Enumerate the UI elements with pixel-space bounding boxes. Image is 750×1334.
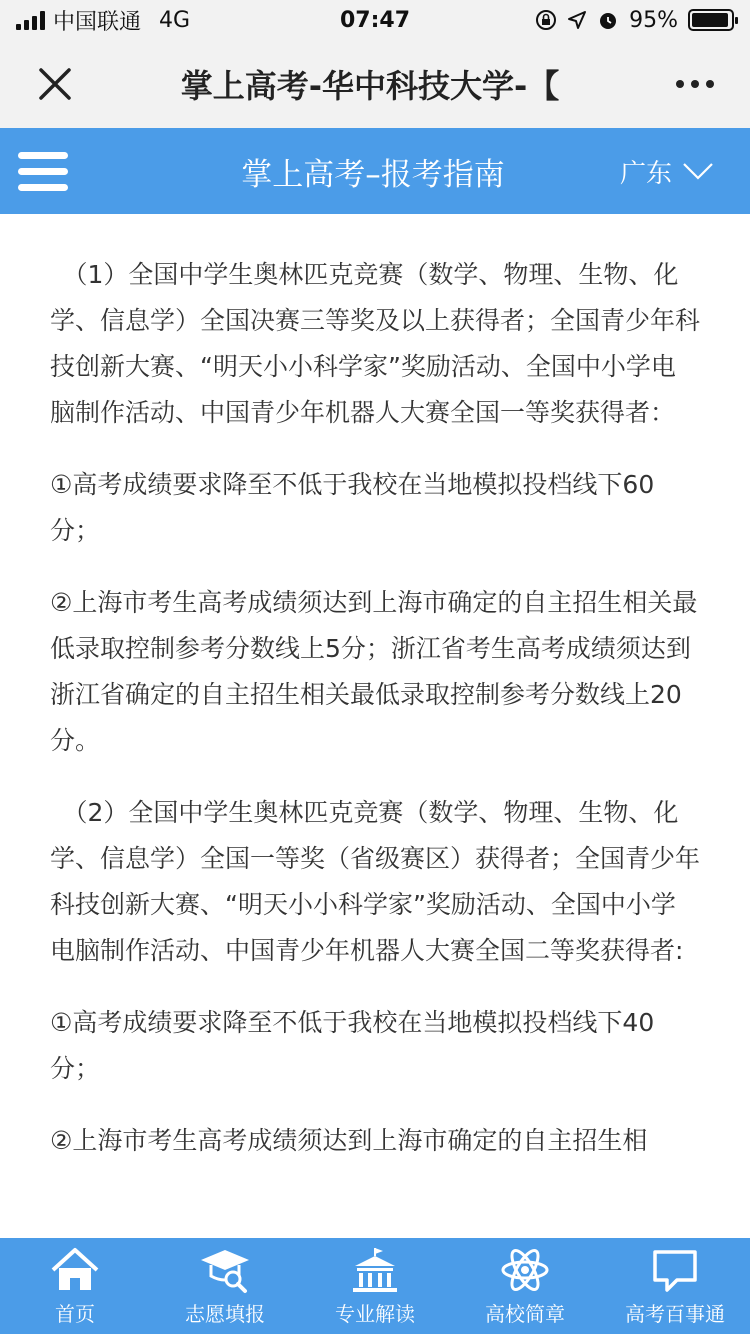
alarm-icon [597,9,619,31]
hamburger-line [18,152,68,159]
paragraph-award-tier-2: （2）全国中学生奥林匹克竞赛（数学、物理、生物、化学、信息学）全国一等奖（省级赛区）获得者；全国青少年科技创新大赛、“明天小小科学家”奖励活动、全国中小学电脑制作活动、中国青少年机器人大赛全国二等奖获得者: [50,798,701,965]
tab-label: 专业解读 [335,1301,415,1326]
paragraph-requirement-2a: ①高考成绩要求降至不低于我校在当地模拟投档线下40分； [50,1008,655,1083]
hamburger-line [18,184,68,191]
home-icon [49,1246,101,1294]
paragraph-requirement-1b: ②上海市考生高考成绩须达到上海市确定的自主招生相关最低录取控制参考分数线上5分；浙江省考生高考成绩须达到浙江省确定的自主招生相关最低录取控制参考分数线上20分。 [50,588,698,755]
battery-fill [692,13,728,27]
more-dot-icon [691,80,699,88]
battery-percent: 95% [629,7,678,33]
more-dot-icon [676,80,684,88]
title-bar [0,40,750,128]
tab-college-brochure[interactable] [450,1238,600,1334]
tab-label: 志愿填报 [185,1301,265,1326]
signal-icon [16,10,45,30]
close-icon [38,67,72,101]
article-content[interactable] [0,214,750,1238]
more-options-button[interactable] [640,40,750,128]
region-selector[interactable] [620,153,750,190]
menu-button[interactable] [0,128,86,214]
tab-volunteer-fill[interactable] [150,1238,300,1334]
header-title: 掌上高考–报考指南 [241,156,505,193]
atom-icon [499,1246,551,1294]
rotation-lock-icon [535,9,557,31]
building-icon [349,1246,401,1294]
hamburger-line [18,168,68,175]
location-icon [567,10,587,30]
app-header [0,128,750,214]
page-title: 掌上高考-华中科技大学-【 [180,67,560,105]
graduation-search-icon [199,1246,251,1294]
tab-home[interactable] [0,1238,150,1334]
more-dot-icon [706,80,714,88]
paragraph-award-tier-1: （1）全国中学生奥林匹克竞赛（数学、物理、生物、化学、信息学）全国决赛三等奖及以上获得者；全国青少年科技创新大赛、“明天小小科学家”奖励活动、全国中小学电脑制作活动、中国青少年机器人大赛全国一等奖获得者： [50,260,701,427]
carrier-name: 中国联通 [53,9,142,35]
battery-icon [688,9,734,31]
network-type: 4G [159,7,191,33]
status-right [535,8,734,33]
tab-label: 高校简章 [485,1301,565,1326]
status-time: 07:47 [339,7,411,33]
tab-major-interpretation[interactable] [300,1238,450,1334]
tab-label: 高考百事通 [625,1301,725,1326]
bottom-tab-bar [0,1238,750,1334]
tab-exam-helper[interactable] [600,1238,750,1334]
close-button[interactable] [0,40,110,128]
tab-label: 首页 [55,1301,95,1326]
chat-bubble-icon [649,1246,701,1294]
status-left [16,5,190,36]
chevron-down-icon [682,161,714,181]
paragraph-requirement-1a: ①高考成绩要求降至不低于我校在当地模拟投档线下60分； [50,470,655,545]
status-bar [0,0,750,40]
paragraph-requirement-2b: ②上海市考生高考成绩须达到上海市确定的自主招生相 [50,1126,648,1155]
region-label: 广东 [620,158,673,189]
